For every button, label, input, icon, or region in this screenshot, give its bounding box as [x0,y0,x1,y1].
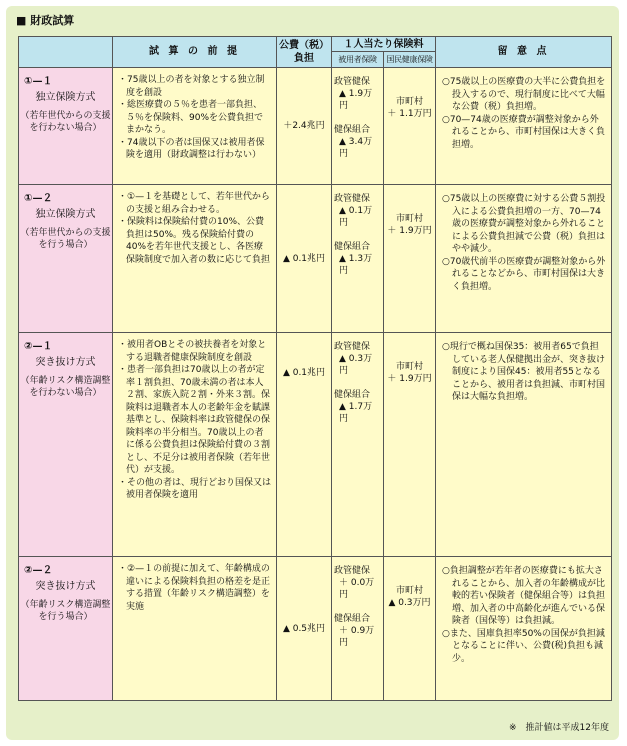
emp-value: ▲ 0.3万円 [339,354,373,376]
employee-insurance-cell [332,333,384,557]
premise-item: ・75歳以上の者を対象とする独立制度を創設 [118,75,265,98]
header-public-burden: 公費（税）負担 [277,37,332,68]
emp-value: ＋ 0.0万円 [339,578,375,600]
national-insurance-cell [384,185,436,333]
header-plan [19,37,113,68]
emp-label: 政管健保 [334,342,371,352]
emp-value: ▲ 1.9万円 [339,89,373,111]
emp-value: ▲ 3.4万円 [339,137,373,159]
nhi-value: ＋ 1.9万円 [387,374,432,384]
premise-cell [113,185,277,333]
plan-cell [19,333,113,557]
nhi-value: ＋ 1.1万円 [387,109,432,119]
note-item: ○現行で概ね国保35：被用者65で負担している老人保健拠出金が、突き抜け制度により国保45：被用者55となることから、被用者は負担減、市町村国保は大幅な負担増。 [442,342,606,402]
notes-cell [436,333,612,557]
premise-cell [113,68,277,185]
premise-item: ・総医療費の５％を患者一部負担、５％を保険料、90%を公費負担でまかなう。 [118,100,264,135]
plan-cell [19,557,113,701]
public-burden-value: ▲ 0.1兆円 [277,333,332,557]
premise-cell [113,557,277,701]
nhi-label: 市町村 [395,362,423,372]
emp-value: ＋ 0.9万円 [339,626,375,648]
nhi-label: 市町村 [395,97,423,107]
table-row [19,557,612,701]
national-insurance-cell [384,68,436,185]
emp-label: 政管健保 [334,77,371,87]
table-row [19,333,612,557]
header-national-insurance: 国民健康保険 [384,52,436,68]
emp-label: 政管健保 [334,194,371,204]
emp-value: ▲ 0.1万円 [339,206,373,228]
employee-insurance-cell [332,185,384,333]
plan-id: ②—２ [24,565,53,576]
premise-item: ・②—１の前提に加えて、年齢構成の違いによる保険料負担の格差を是正する措置（年齢リスク構造調整）を実施 [118,564,271,612]
header-premise: 試 算 の 前 提 [113,37,277,68]
plan-note: （若年世代からの支援を行わない場合） [20,111,111,133]
footnote: ※ 推計値は平成12年度 [509,723,609,733]
emp-label: 政管健保 [334,566,371,576]
note-item: ○70歳代前半の医療費が調整対象から外れることなどから、市町村国保は大きく負担増。 [442,256,606,292]
emp-label: 健保組合 [334,242,371,252]
public-burden-value: ＋2.4兆円 [277,68,332,185]
plan-id: ①—２ [24,193,53,204]
plan-name: 突き抜け方式 [35,357,96,368]
plan-name: 突き抜け方式 [35,581,96,592]
emp-label: 健保組合 [334,390,371,400]
plan-cell [19,185,113,333]
premise-item: ・74歳以下の者は国保又は被用者保険を適用（財政調整は行わない） [118,137,265,160]
note-item: ○負担調整が若年者の医療費にも拡大されることから、加入者の年齢構成が比較的若い保険者（健保組合等）は負担増、加入者の中高齢化が進んでいる保険者（国保等）は負担減。 [442,566,606,626]
public-burden-value: ▲ 0.5兆円 [277,557,332,701]
employee-insurance-cell [332,68,384,185]
nhi-label: 市町村 [395,214,423,224]
nhi-label: 市町村 [395,586,423,596]
premise-item: ・その他の者は、現行どおり国保又は被用者保険を適用 [118,477,272,500]
national-insurance-cell [384,333,436,557]
plan-note: （若年世代からの支援を行う場合） [20,228,111,250]
premise-item: ・被用者OBとその被扶養者を対象とする退職者健康保険制度を創設 [118,340,267,363]
notes-cell [436,557,612,701]
emp-value: ▲ 1.7万円 [339,402,373,424]
plan-note: （年齢リスク構造調整を行わない場合） [20,376,111,398]
note-item: ○また、国庫負担率50%の国保が負担減となることに伴い、公費(税)負担も減少。 [442,628,605,664]
employee-insurance-cell [332,557,384,701]
fiscal-estimate-table [18,36,612,701]
table-row [19,68,612,185]
notes-cell [436,185,612,333]
plan-note: （年齢リスク構造調整を行う場合） [20,600,111,622]
table-row [19,185,612,333]
premise-item: ・①—１を基礎として、若年世代からの支援と組み合わせる。 [118,192,270,215]
page-title: ■ 財政試算 [16,14,75,27]
emp-label: 健保組合 [334,614,371,624]
header-employee-insurance: 被用者保険 [332,52,384,68]
nhi-value: ＋ 1.9万円 [387,226,432,236]
emp-value: ▲ 1.3万円 [339,254,373,276]
note-item: ○70—74歳の医療費が調整対象から外れることから、市町村国保は大きく負担増。 [442,114,606,150]
premise-item: ・患者一部負担は70歳以上の者が定率１割負担、70歳未満の者は本人２割、家族入院２割・外来３割。保険料は退職者本人の老齢年金を賦課基準とし、保険料率は政管健保の保険料率の半分相当。70歳以上の者に係る公費負担は保険給付費の３割とし、不足分は被用者保険（若年世代）が支援。 [118,365,271,475]
national-insurance-cell [384,557,436,701]
premise-item: ・保険料は保険給付費の10%、公費負担は50%。残る保険給付費の40%を若年世代支援とし、各医療保険制度で加入者の数に応じて負担 [118,217,271,265]
premise-cell [113,333,277,557]
notes-cell [436,68,612,185]
note-item: ○75歳以上の医療費に対する公費５割投入による公費負担増の一方、70—74歳の医療費が調整対象から外れることによる公費負担減で公費（税）負担はやや減少。 [442,194,606,254]
header-per-person-premium: １人当たり保険料 [332,37,436,52]
plan-name: 独立保険方式 [35,92,96,103]
plan-id: ②—１ [24,341,53,352]
header-notes: 留 意 点 [436,37,612,68]
plan-cell [19,68,113,185]
plan-name: 独立保険方式 [35,209,96,220]
nhi-value: ▲ 0.3万円 [388,598,431,608]
public-burden-value: ▲ 0.1兆円 [277,185,332,333]
note-item: ○75歳以上の医療費の大半に公費負担を投入するので、現行制度に比べて大幅な公費（税）負担増。 [442,77,606,112]
emp-label: 健保組合 [334,125,371,135]
plan-id: ①—１ [24,76,53,87]
